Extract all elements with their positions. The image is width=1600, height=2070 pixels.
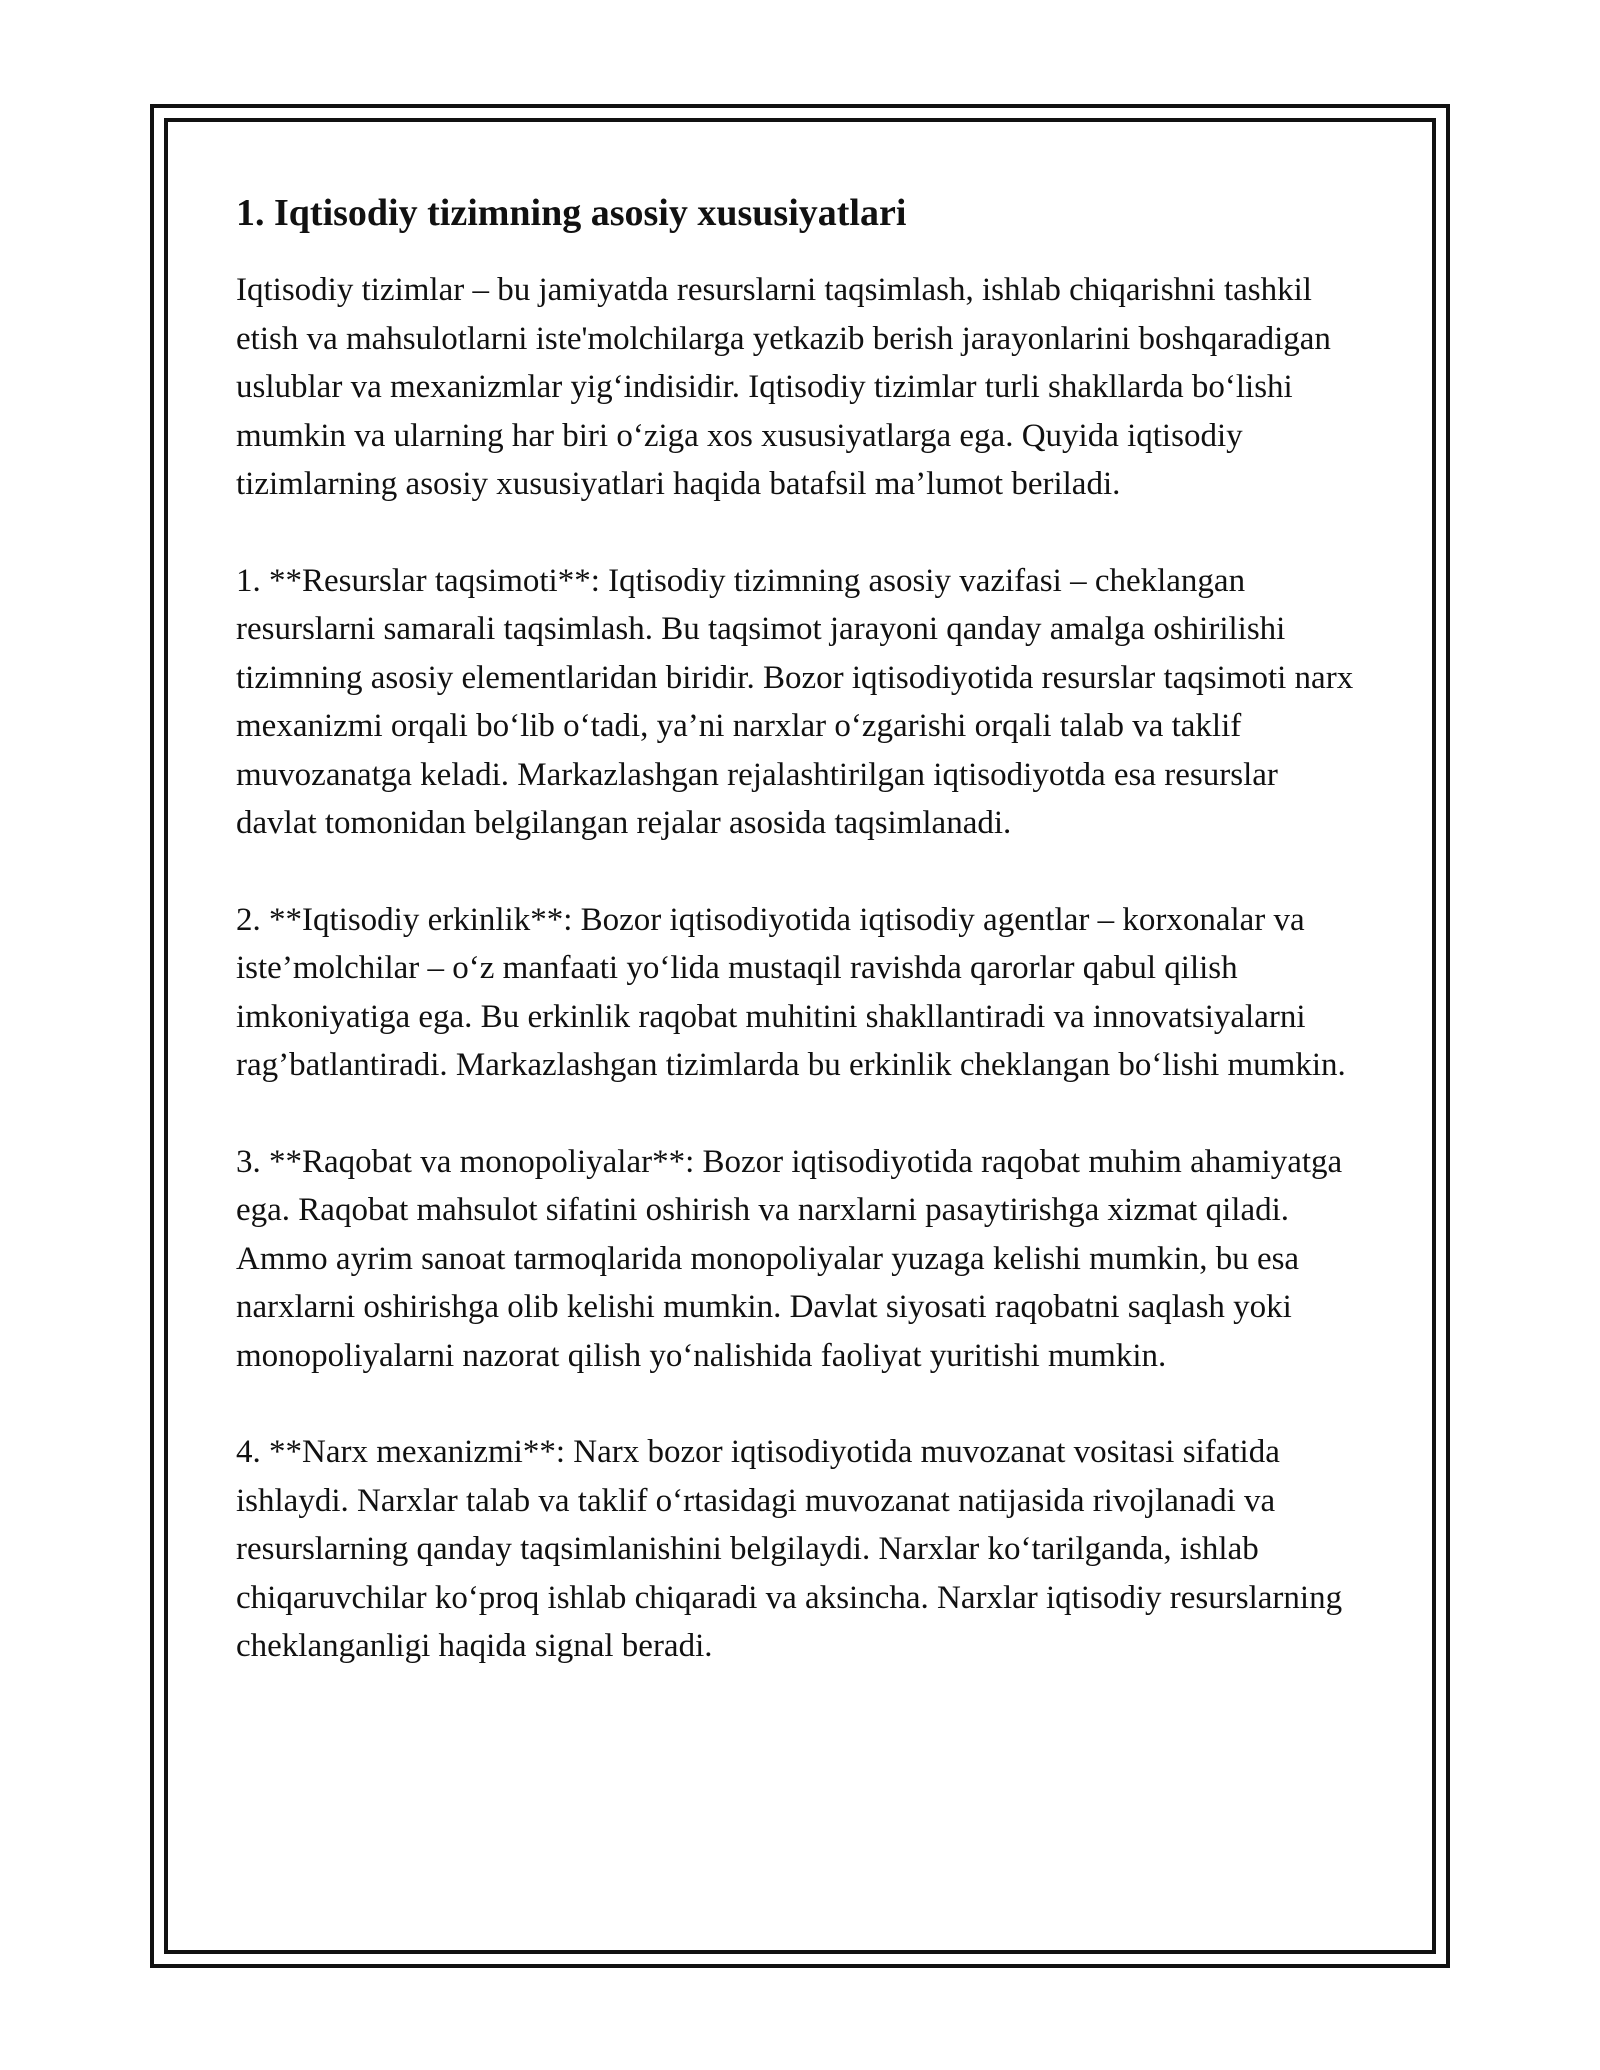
- intro-paragraph: Iqtisodiy tizimlar – bu jamiyatda resurslarni taqsimlash, ishlab chiqarishni tashkil etish va mahsulotlarni iste'molchilarga yetkazib berish jarayonlarini boshqaradigan uslublar va mexanizmlar yig‘indisidir. Iqtisodiy tizimlar turli shakllarda bo‘lishi mumkin va ularning har biri o‘ziga xos xususiyatlarga ega. Quyida iqtisodiy tizimlarning asosiy xususiyatlari haqida batafsil ma’lumot beriladi.: [236, 272, 1331, 502]
- paragraph-price-mechanism: 4. **Narx mexanizmi**: Narx bozor iqtisodiyotida muvozanat vositasi sifatida ishlaydi. Narxlar talab va taklif o‘rtasidagi muvozanat natijasida rivojlanadi va resurslarning qanday taqsimlanishini belgilaydi. Narxlar ko‘tarilganda, ishlab chiqaruvchilar ko‘proq ishlab chiqaradi va aksincha. Narxlar iqtisodiy resurslarning cheklanganligi haqida signal beradi.: [236, 1434, 1343, 1664]
- paragraph-competition-monopolies: 3. **Raqobat va monopoliyalar**: Bozor iqtisodiyotida raqobat muhim ahamiyatga ega. Raqobat mahsulot sifatini oshirish va narxlarni pasaytirishga xizmat qiladi. Ammo ayrim sanoat tarmoqlarida monopoliyalar yuzaga kelishi mumkin, bu esa narxlarni oshirishga olib kelishi mumkin. Davlat siyosati raqobatni saqlash yoki monopoliyalarni nazorat qilish yo‘nalishida faoliyat yuritishi mumkin.: [236, 1143, 1343, 1374]
- paragraph-economic-freedom: 2. **Iqtisodiy erkinlik**: Bozor iqtisodiyotida iqtisodiy agentlar – korxonalar va iste’molchilar – o‘z manfaati yo‘lida mustaqil ravishda qarorlar qabul qilish imkoniyatiga ega. Bu erkinlik raqobat muhitini shakllantiradi va innovatsiyalarni rag’batlantiradi. Markazlashgan tizimlarda bu erkinlik cheklangan bo‘lishi mumkin.: [236, 901, 1346, 1083]
- section-title: 1. Iqtisodiy tizimning asosiy xususiyatlari: [236, 192, 907, 234]
- document-body: [236, 188, 1366, 1719]
- paragraph-resource-allocation: 1. **Resurslar taqsimoti**: Iqtisodiy tizimning asosiy vazifasi – cheklangan resurslarni samarali taqsimlash. Bu taqsimot jarayoni qanday amalga oshirilishi tizimning asosiy elementlaridan biridir. Bozor iqtisodiyotida resurslar taqsimoti narx mexanizmi orqali bo‘lib o‘tadi, ya’ni narxlar o‘zgarishi orqali talab va taklif muvozanatga keladi. Markazlashgan rejalashtirilgan iqtisodiyotda esa resurslar davlat tomonidan belgilangan rejalar asosida taqsimlanadi.: [236, 562, 1354, 841]
